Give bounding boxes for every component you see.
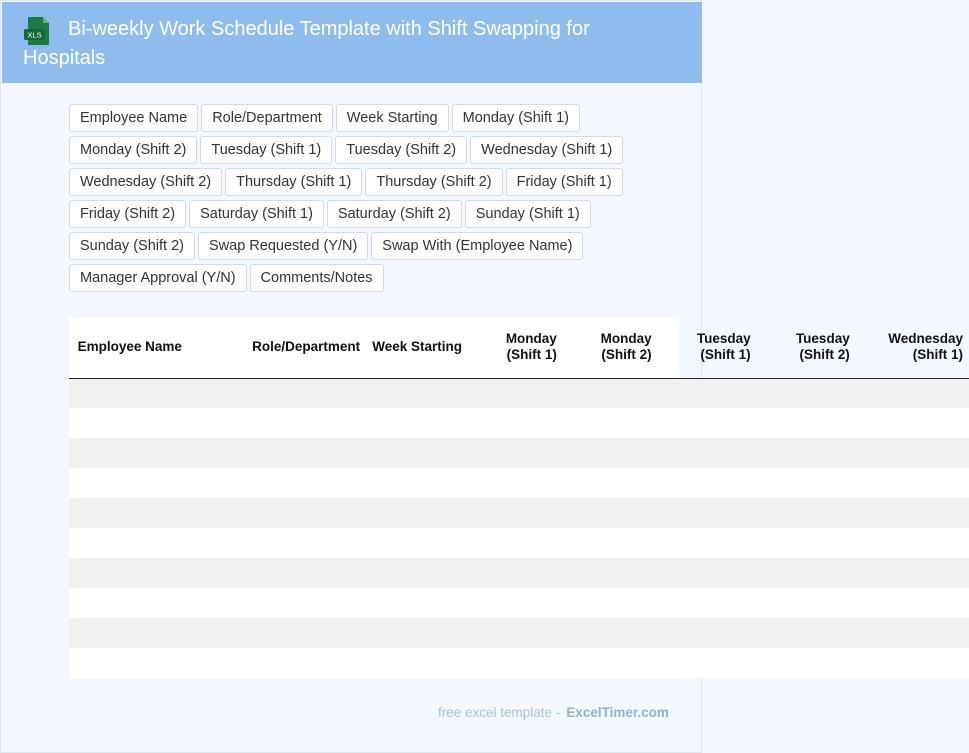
table-row <box>69 408 969 438</box>
table-cell[interactable] <box>757 558 856 588</box>
schedule-table-container <box>69 317 963 679</box>
column-header: Monday (Shift 1) <box>468 317 563 378</box>
field-tag: Swap Requested (Y/N) <box>198 232 368 260</box>
table-cell[interactable] <box>366 408 468 438</box>
table-cell[interactable] <box>856 618 969 648</box>
footer-text: free excel template - <box>438 705 561 720</box>
table-cell[interactable] <box>563 498 658 528</box>
table-cell[interactable] <box>468 408 563 438</box>
field-tag: Swap With (Employee Name) <box>371 232 583 260</box>
table-cell[interactable] <box>856 438 969 468</box>
table-cell[interactable] <box>69 438 188 468</box>
table-cell[interactable] <box>366 498 468 528</box>
table-cell[interactable] <box>468 438 563 468</box>
field-tag: Role/Department <box>201 104 333 132</box>
column-header: Wednesday (Shift 1) <box>856 317 969 378</box>
table-cell[interactable] <box>856 648 969 678</box>
table-cell[interactable] <box>69 408 188 438</box>
table-cell[interactable] <box>856 378 969 408</box>
table-cell[interactable] <box>757 468 856 498</box>
field-tag: Thursday (Shift 2) <box>365 168 502 196</box>
field-tag: Comments/Notes <box>250 264 384 292</box>
table-cell[interactable] <box>366 378 468 408</box>
column-header: Role/Department <box>188 317 366 378</box>
column-header: Tuesday (Shift 1) <box>658 317 757 378</box>
table-cell[interactable] <box>188 408 366 438</box>
header-banner <box>2 2 702 83</box>
field-tag: Sunday (Shift 2) <box>69 232 195 260</box>
table-cell[interactable] <box>658 648 757 678</box>
table-cell[interactable] <box>188 528 366 558</box>
table-cell[interactable] <box>188 618 366 648</box>
column-header: Tuesday (Shift 2) <box>757 317 856 378</box>
field-tag: Week Starting <box>336 104 449 132</box>
table-cell[interactable] <box>69 468 188 498</box>
table-cell[interactable] <box>69 648 188 678</box>
table-cell[interactable] <box>366 648 468 678</box>
table-cell[interactable] <box>188 558 366 588</box>
table-cell[interactable] <box>69 378 188 408</box>
table-cell[interactable] <box>563 558 658 588</box>
column-header: Week Starting <box>366 317 468 378</box>
field-tag: Sunday (Shift 1) <box>465 200 591 228</box>
table-cell[interactable] <box>188 648 366 678</box>
table-header-row <box>69 317 969 378</box>
table-cell[interactable] <box>188 378 366 408</box>
table-cell[interactable] <box>188 438 366 468</box>
table-cell[interactable] <box>856 558 969 588</box>
table-cell[interactable] <box>658 498 757 528</box>
field-tag: Friday (Shift 2) <box>69 200 186 228</box>
table-cell[interactable] <box>69 588 188 618</box>
table-cell[interactable] <box>658 468 757 498</box>
footer-brand-link[interactable]: ExcelTimer.com <box>566 705 669 720</box>
column-header: Employee Name <box>69 317 188 378</box>
table-row <box>69 648 969 678</box>
table-cell[interactable] <box>563 528 658 558</box>
field-tag: Manager Approval (Y/N) <box>69 264 247 292</box>
table-cell[interactable] <box>658 558 757 588</box>
field-tag: Saturday (Shift 1) <box>189 200 324 228</box>
table-cell[interactable] <box>188 498 366 528</box>
table-cell[interactable] <box>366 468 468 498</box>
table-cell[interactable] <box>658 408 757 438</box>
table-cell[interactable] <box>563 378 658 408</box>
table-cell[interactable] <box>757 528 856 558</box>
field-tag: Wednesday (Shift 2) <box>69 168 222 196</box>
table-row <box>69 438 969 468</box>
table-cell[interactable] <box>856 588 969 618</box>
table-cell[interactable] <box>468 618 563 648</box>
table-cell[interactable] <box>366 618 468 648</box>
table-cell[interactable] <box>69 558 188 588</box>
table-cell[interactable] <box>563 588 658 618</box>
table-cell[interactable] <box>856 468 969 498</box>
table-row <box>69 558 969 588</box>
table-cell[interactable] <box>658 618 757 648</box>
table-cell[interactable] <box>757 408 856 438</box>
table-cell[interactable] <box>563 408 658 438</box>
table-row <box>69 378 969 408</box>
field-tag: Tuesday (Shift 1) <box>200 136 332 164</box>
table-cell[interactable] <box>366 558 468 588</box>
table-cell[interactable] <box>468 528 563 558</box>
table-cell[interactable] <box>188 468 366 498</box>
table-cell[interactable] <box>856 408 969 438</box>
table-cell[interactable] <box>563 648 658 678</box>
table-cell[interactable] <box>757 588 856 618</box>
table-cell[interactable] <box>757 498 856 528</box>
table-row <box>69 528 969 558</box>
table-cell[interactable] <box>757 648 856 678</box>
field-tag: Friday (Shift 1) <box>506 168 623 196</box>
table-cell[interactable] <box>658 378 757 408</box>
table-row <box>69 588 969 618</box>
table-cell[interactable] <box>366 528 468 558</box>
table-cell[interactable] <box>563 468 658 498</box>
table-cell[interactable] <box>366 588 468 618</box>
table-cell[interactable] <box>563 618 658 648</box>
table-cell[interactable] <box>468 498 563 528</box>
field-tag: Monday (Shift 2) <box>69 136 197 164</box>
svg-text:XLS: XLS <box>27 30 42 40</box>
table-cell[interactable] <box>563 438 658 468</box>
table-cell[interactable] <box>468 468 563 498</box>
table-cell[interactable] <box>69 528 188 558</box>
field-tag: Wednesday (Shift 1) <box>470 136 623 164</box>
table-cell[interactable] <box>188 588 366 618</box>
table-cell[interactable] <box>658 528 757 558</box>
table-cell[interactable] <box>468 588 563 618</box>
table-row <box>69 618 969 648</box>
table-cell[interactable] <box>468 378 563 408</box>
table-cell[interactable] <box>658 438 757 468</box>
column-header: Monday (Shift 2) <box>563 317 658 378</box>
table-cell[interactable] <box>757 378 856 408</box>
field-tag-list <box>69 104 689 292</box>
field-tag: Employee Name <box>69 104 198 132</box>
field-tag: Thursday (Shift 1) <box>225 168 362 196</box>
table-cell[interactable] <box>69 618 188 648</box>
table-cell[interactable] <box>69 498 188 528</box>
table-cell[interactable] <box>658 588 757 618</box>
schedule-table <box>69 317 969 678</box>
table-cell[interactable] <box>468 648 563 678</box>
table-cell[interactable] <box>856 498 969 528</box>
table-cell[interactable] <box>468 558 563 588</box>
field-tag: Monday (Shift 1) <box>452 104 580 132</box>
table-cell[interactable] <box>366 438 468 468</box>
table-row <box>69 498 969 528</box>
table-cell[interactable] <box>856 528 969 558</box>
field-tag: Saturday (Shift 2) <box>327 200 462 228</box>
table-cell[interactable] <box>757 618 856 648</box>
footer-credit <box>438 705 669 720</box>
table-row <box>69 468 969 498</box>
field-tag: Tuesday (Shift 2) <box>335 136 467 164</box>
page-title: Bi-weekly Work Schedule Template with Shift Swapping for Hospitals <box>23 18 590 69</box>
table-cell[interactable] <box>757 438 856 468</box>
